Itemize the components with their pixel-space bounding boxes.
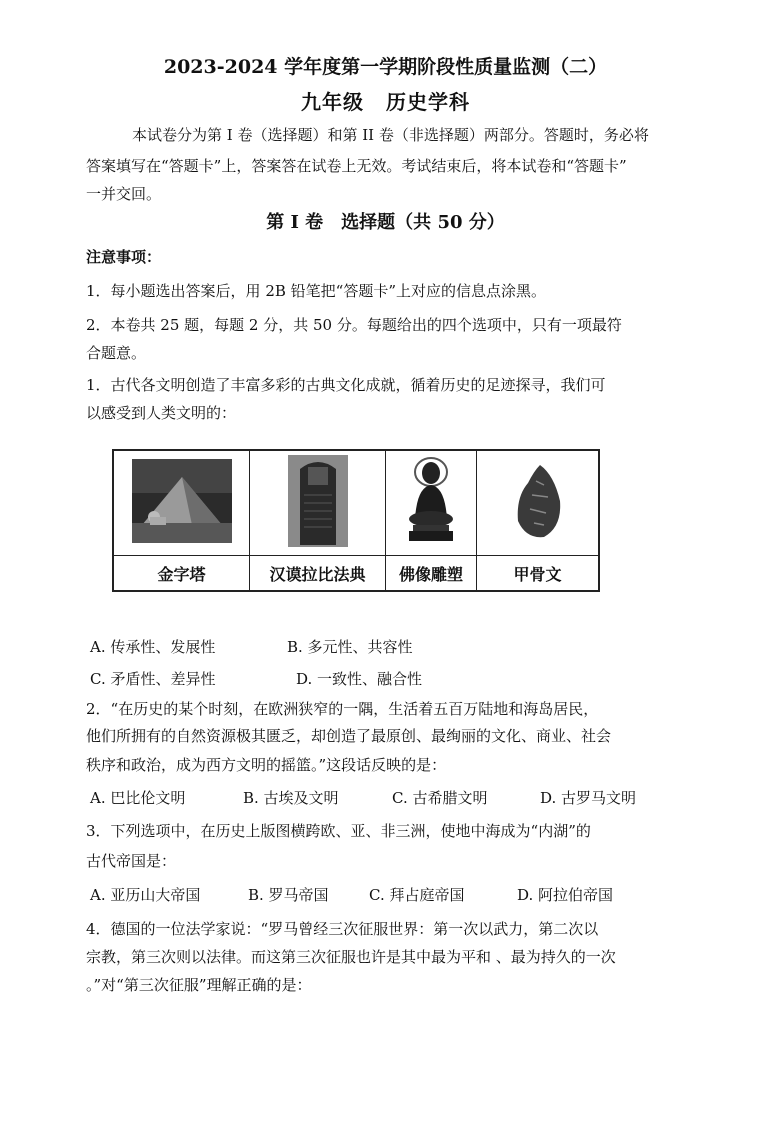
q2-option-c: C. 古希腊文明 (392, 789, 488, 807)
q2-stem-line-2: 他们所拥有的自然资源极其匮乏，却创造了最原创、最绚丽的文化、商业、社会 (86, 727, 612, 745)
section-part: 第 I 卷 (266, 212, 324, 233)
grade-label: 九年级 (301, 90, 364, 114)
section-heading (0, 208, 771, 234)
oracle-bone-label: 甲骨文 (477, 556, 600, 592)
note-1: 1．每小题选出答案后，用 2B 铅笔把“答题卡”上对应的信息点涂黑。 (86, 282, 546, 300)
q1-stem-line-1: 1．古代各文明创造了丰富多彩的古典文化成就，循着历史的足迹探寻，我们可 (86, 376, 606, 394)
q1-option-c: C. 矛盾性、差异性 (90, 670, 216, 688)
pyramid-label: 金字塔 (113, 556, 250, 592)
q2-option-b: B. 古埃及文明 (243, 789, 339, 807)
q4-stem-line-2: 宗教，第三次则以法律。而这第三次征服也许是其中最为平和 、最为持久的一次 (86, 948, 616, 966)
q1-option-d: D. 一致性、融合性 (296, 670, 423, 688)
subject-label: 历史学科 (386, 90, 470, 114)
notes-heading: 注意事项： (86, 248, 162, 266)
q1-image-table (112, 449, 600, 592)
buddha-statue-photo-cell (386, 450, 477, 556)
stele-photo-cell (250, 450, 386, 556)
q3-stem-line-1: 3．下列选项中，在历史上版图横跨欧、亚、非三洲，使地中海成为“内湖”的 (86, 822, 591, 840)
q3-option-a: A. 亚历山大帝国 (90, 886, 201, 904)
note-2-line-2: 合题意。 (86, 344, 147, 362)
q4-stem-line-3: 。”对“第三次征服”理解正确的是： (86, 976, 312, 994)
q3-stem-line-2: 古代帝国是： (86, 852, 177, 870)
oracle-bone-photo-icon (510, 461, 566, 541)
q2-option-a: A. 巴比伦文明 (90, 789, 186, 807)
exam-subtitle (0, 86, 771, 115)
q2-option-d: D. 古罗马文明 (540, 789, 637, 807)
buddha-statue-photo-icon (401, 457, 461, 545)
buddha-statue-label: 佛像雕塑 (386, 556, 477, 592)
q3-option-d: D. 阿拉伯帝国 (517, 886, 614, 904)
intro-line-2: 答案填写在“答题卡”上，答案答在试卷上无效。考试结束后，将本试卷和“答题卡” (86, 157, 627, 175)
intro-line-1: 本试卷分为第 I 卷（选择题）和第 II 卷（非选择题）两部分。答题时，务必将 (132, 126, 649, 144)
q3-option-b: B. 罗马帝国 (248, 886, 329, 904)
section-name: 选择题（共 50 分） (341, 212, 505, 233)
q2-stem-line-1: 2．“在历史的某个时刻，在欧洲狭窄的一隅，生活着五百万陆地和海岛居民， (86, 700, 599, 718)
q3-option-c: C. 拜占庭帝国 (369, 886, 465, 904)
oracle-bone-photo-cell (477, 450, 600, 556)
q1-option-a: A. 传承性、发展性 (90, 638, 216, 656)
stele-photo-icon (288, 455, 348, 547)
q1-option-b: B. 多元性、共容性 (287, 638, 413, 656)
q2-stem-line-3: 秩序和政治，成为西方文明的摇篮。”这段话反映的是： (86, 756, 447, 774)
q4-stem-line-1: 4．德国的一位法学家说：“罗马曾经三次征服世界：第一次以武力，第二次以 (86, 920, 599, 938)
note-2-line-1: 2．本卷共 25 题，每题 2 分，共 50 分。每题给出的四个选项中，只有一项最符 (86, 316, 622, 334)
pyramid-photo-icon (132, 459, 232, 543)
code-of-hammurabi-label: 汉谟拉比法典 (250, 556, 386, 592)
pyramid-photo-cell (113, 450, 250, 556)
q1-stem-line-2: 以感受到人类文明的： (86, 404, 237, 422)
exam-title: 2023-2024 学年度第一学期阶段性质量监测（二） (163, 56, 608, 78)
intro-line-3: 一并交回。 (86, 185, 162, 203)
